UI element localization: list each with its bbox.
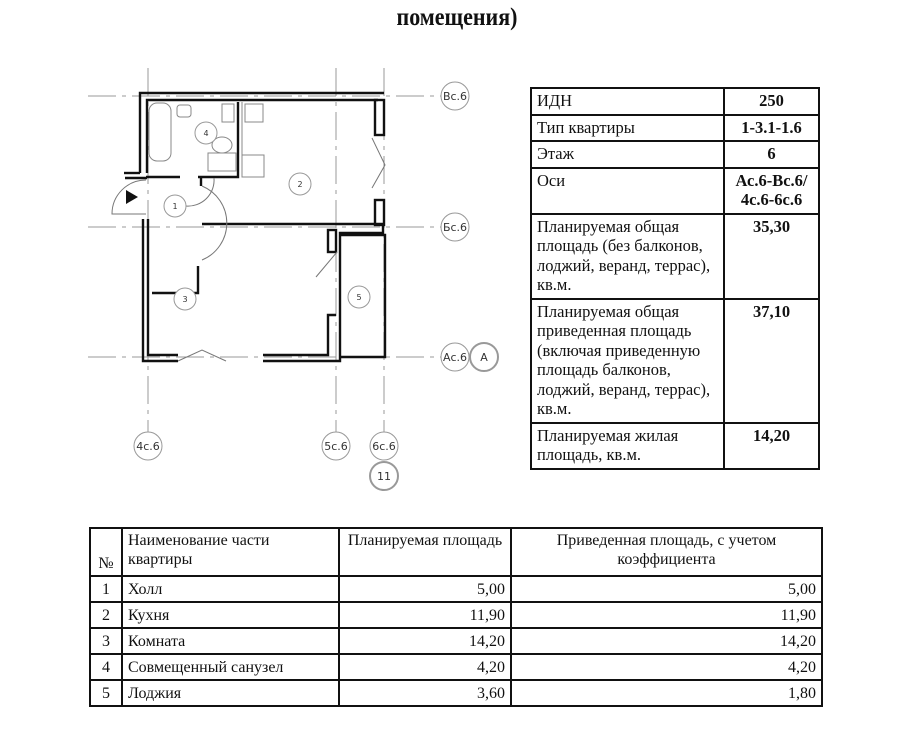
room-marker-2	[289, 173, 311, 195]
axis-bubble-b	[441, 213, 469, 241]
section-number	[370, 462, 398, 490]
shelf-icon	[222, 104, 234, 122]
section-letter	[470, 343, 498, 371]
room-marker-4	[195, 122, 217, 144]
svg-text:4с.6: 4с.6	[136, 440, 160, 453]
info-label: Планируемая общая приведенная площадь (включая приведенную площадь балконов, лоджий, веранд, террас), кв.м.	[531, 299, 724, 423]
info-row	[531, 141, 819, 168]
room-planned-area: 5,00	[339, 576, 511, 602]
svg-text:3: 3	[182, 295, 188, 304]
svg-text:Бс.6: Бс.6	[442, 221, 468, 234]
room-num: 2	[90, 602, 122, 628]
page-title: помещения)	[396, 4, 518, 31]
info-row	[531, 115, 819, 142]
axis-bubble-a	[441, 343, 469, 371]
info-label: Оси	[531, 168, 724, 214]
room-name: Комната	[122, 628, 339, 654]
room-num: 3	[90, 628, 122, 654]
info-label: Этаж	[531, 141, 724, 168]
info-value: 250	[724, 88, 819, 115]
doors	[112, 138, 385, 361]
info-value: 1-3.1-1.6	[724, 115, 819, 142]
kitchen-sink-icon	[245, 104, 263, 122]
room-name: Кухня	[122, 602, 339, 628]
room-planned-area: 4,20	[339, 654, 511, 680]
info-label: Планируемая жилая площадь, кв.м.	[531, 423, 724, 469]
axis-bubble-v	[441, 82, 469, 110]
table-row	[90, 628, 822, 654]
room-name: Совмещенный санузел	[122, 654, 339, 680]
svg-text:2: 2	[297, 180, 303, 189]
svg-text:5: 5	[356, 293, 362, 302]
rooms-table	[89, 527, 823, 707]
svg-text:6с.6: 6с.6	[372, 440, 396, 453]
info-label: Тип квартиры	[531, 115, 724, 142]
table-row	[90, 680, 822, 706]
room-marker-3	[174, 288, 196, 310]
info-label: ИДН	[531, 88, 724, 115]
room-planned-area: 14,20	[339, 628, 511, 654]
svg-text:4: 4	[203, 129, 209, 138]
svg-text:5с.6: 5с.6	[324, 440, 348, 453]
info-value: 35,30	[724, 214, 819, 299]
room-name: Лоджия	[122, 680, 339, 706]
svg-text:11: 11	[377, 470, 391, 483]
table-row	[90, 602, 822, 628]
room-marker-5	[348, 286, 370, 308]
col-header-num: №	[90, 528, 122, 576]
room-num: 4	[90, 654, 122, 680]
info-value: 6	[724, 141, 819, 168]
floor-plan	[80, 60, 500, 500]
axis-bubble-4	[134, 432, 162, 460]
room-reduced-area: 11,90	[511, 602, 822, 628]
info-row	[531, 214, 819, 299]
info-label: Планируемая общая площадь (без балконов, лоджий, веранд, террас), кв.м.	[531, 214, 724, 299]
svg-text:Вс.6: Вс.6	[442, 90, 468, 103]
info-row	[531, 423, 819, 469]
apartment-info-table	[530, 87, 820, 470]
info-value: 14,20	[724, 423, 819, 469]
col-header-reduced: Приведенная площадь, с учетом коэффициента	[511, 528, 822, 576]
table-row	[90, 576, 822, 602]
info-value: 37,10	[724, 299, 819, 423]
room-reduced-area: 14,20	[511, 628, 822, 654]
svg-text:А: А	[480, 351, 488, 364]
table-row	[90, 654, 822, 680]
svg-text:1: 1	[172, 202, 178, 211]
info-value: Ас.6-Вс.6/ 4с.6-6с.6	[724, 168, 819, 214]
room-num: 1	[90, 576, 122, 602]
info-row	[531, 88, 819, 115]
axis-bubble-6	[370, 432, 398, 460]
bathtub-icon	[149, 103, 171, 161]
sink-icon	[177, 105, 191, 117]
col-header-planned: Планируемая площадь	[339, 528, 511, 576]
svg-text:Ас.6: Ас.6	[442, 351, 468, 364]
col-header-name: Наименование части квартиры	[122, 528, 339, 576]
room-planned-area: 3,60	[339, 680, 511, 706]
room-planned-area: 11,90	[339, 602, 511, 628]
axis-bubble-5	[322, 432, 350, 460]
stove-icon	[242, 155, 264, 177]
washer-icon	[208, 153, 236, 171]
room-reduced-area: 5,00	[511, 576, 822, 602]
room-name: Холл	[122, 576, 339, 602]
rooms-header-row	[90, 528, 822, 576]
room-num: 5	[90, 680, 122, 706]
entrance-arrow-icon	[126, 190, 138, 204]
room-reduced-area: 1,80	[511, 680, 822, 706]
room-reduced-area: 4,20	[511, 654, 822, 680]
room-marker-1	[164, 195, 186, 217]
info-row	[531, 168, 819, 214]
info-row	[531, 299, 819, 423]
axis-bubbles	[134, 82, 498, 490]
